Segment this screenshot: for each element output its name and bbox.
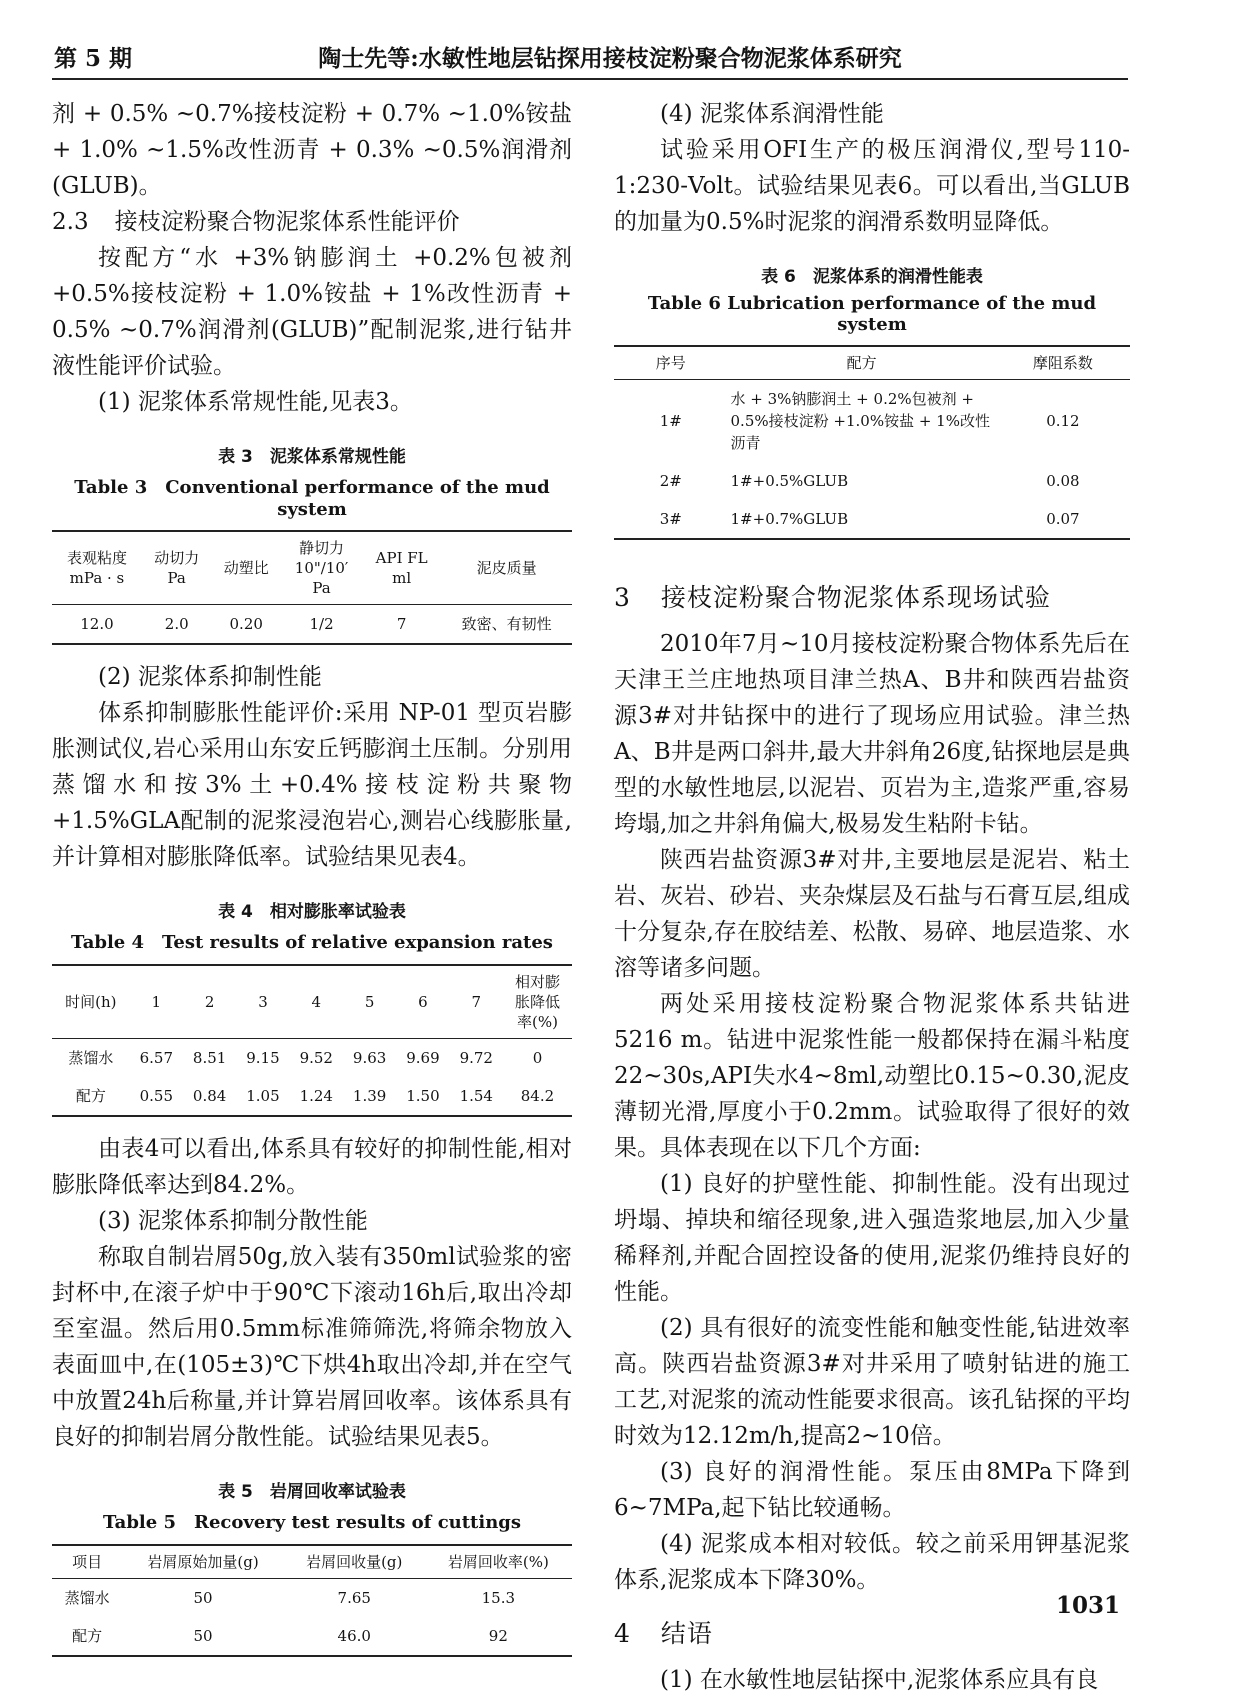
table-cell: 9.72 [459, 1049, 493, 1067]
table-cell: 配方 [72, 1627, 103, 1645]
table-cell: 92 [488, 1627, 508, 1645]
table-row [614, 500, 1130, 539]
running-title: 陶士先等:水敏性地层钻探用接枝淀粉聚合物泥浆体系研究 [318, 45, 902, 72]
table-cell: 0.08 [1046, 472, 1080, 490]
data-table [52, 1544, 572, 1657]
paragraph-dispersion: 称取自制岩屑50g,放入装有350ml试验浆的密封杯中,在滚子炉中于90℃下滚动16h后,取出冷却至室温。然后用0.5mm标准筛筛洗,将筛余物放入表面皿中,在(105±3)℃下烘4h取出冷却,并在空气中放置24h后称量,并计算岩屑回收率。该体系具有良好的抑制岩屑分散性能。试验结果见表5。 [52, 1244, 572, 1450]
table-row [52, 1617, 572, 1656]
table-cell: 2.0 [164, 615, 189, 633]
column-header: 表观粘度 mPa · s [66, 549, 127, 587]
table-cell: 致密、有韧性 [461, 615, 552, 633]
column-header: 相对膨 胀降低 率(%) [514, 973, 560, 1031]
result-item-1: (1) 良好的护壁性能、抑制性能。没有出现过坍塌、掉块和缩径现象,进入强造浆地层,加入少量稀释剂,并配合固控设备的使用,泥浆仍维持良好的性能。 [614, 1171, 1130, 1305]
table-5 [52, 1477, 572, 1657]
table-4 [52, 897, 572, 1117]
table-cell: 46.0 [337, 1627, 371, 1645]
table-cell: 1#+0.5%GLUB [730, 472, 849, 490]
column-header: 6 [418, 993, 428, 1011]
table-cell: 0 [532, 1049, 543, 1067]
paragraph-field-test-2: 陕西岩盐资源3#对井,主要地层是泥岩、粘土岩、灰岩、砂岩、夹杂煤层及石盐与石膏互层,组成十分复杂,存在胶结差、松散、易碎、地层造浆、水溶等诸多问题。 [614, 847, 1130, 981]
column-header: 4 [311, 993, 322, 1011]
result-item-3: (3) 良好的润滑性能。泵压由8MPa下降到6~7MPa,起下钻比较通畅。 [614, 1459, 1130, 1521]
table-cell: 1# [659, 412, 682, 430]
table-row [52, 1039, 572, 1078]
column-header: 静切力 10"/10′ Pa [294, 539, 349, 597]
table-cell: 6.57 [139, 1049, 173, 1067]
paragraph-continued: 剂 + 0.5% ~0.7%接枝淀粉 + 0.7% ~1.0%铵盐 + 1.0% ~1.5%改性沥青 + 0.3% ~0.5%润滑剂(GLUB)。 [52, 101, 572, 199]
table-caption-cn: 表 3 泥浆体系常规性能 [218, 447, 406, 467]
table-3 [52, 442, 572, 645]
table-cell: 0.84 [192, 1087, 227, 1105]
table-cell: 1.05 [246, 1087, 280, 1105]
column-header: 动塑比 [223, 559, 269, 577]
table-header-row [52, 531, 572, 605]
table-caption-cn: 表 5 岩屑回收率试验表 [218, 1482, 406, 1502]
table-6 [614, 262, 1130, 540]
item-1: (1) 泥浆体系常规性能,见表3。 [98, 389, 413, 415]
data-table [52, 964, 572, 1117]
column-header: 3 [258, 993, 268, 1011]
table-cell: 0.20 [229, 615, 263, 633]
table-cell: 3# [659, 510, 682, 528]
table-row [52, 1077, 572, 1116]
section-title: 结语 [660, 1619, 713, 1648]
paragraph-inhibition: 体系抑制膨胀性能评价:采用 NP-01 型页岩膨胀测试仪,岩心采用山东安丘钙膨润土压制。分别用蒸馏水和按3%土+0.4%接枝淀粉共聚物+1.5%GLA配制的泥浆浸泡岩心,测岩心线膨胀量,并计算相对膨胀降低率。试验结果见表4。 [52, 700, 572, 870]
table-cell: 9.69 [406, 1049, 440, 1067]
table-cell: 8.51 [192, 1049, 227, 1067]
table-cell: 1.39 [352, 1087, 387, 1105]
table-cell: 7 [396, 615, 407, 633]
data-table [614, 345, 1130, 540]
column-header: 2 [204, 993, 215, 1011]
table-caption-cn: 表 6 泥浆体系的润滑性能表 [761, 267, 983, 287]
section-title: 接枝淀粉聚合物泥浆体系性能评价 [114, 209, 460, 235]
column-header: 项目 [72, 1553, 103, 1571]
section-2-3-heading [52, 204, 572, 240]
table-caption-en: Table 6 Lubrication performance of the mud system [647, 293, 1097, 335]
left-column [52, 96, 572, 1657]
right-column [614, 96, 1130, 1698]
table-cell: 1#+0.7%GLUB [730, 510, 849, 528]
column-header: 岩屑回收率(%) [447, 1553, 549, 1571]
column-header: 时间(h) [65, 993, 117, 1011]
table-cell: 0.12 [1046, 412, 1080, 430]
item-2: (2) 泥浆体系抑制性能 [98, 664, 322, 690]
table-row [614, 380, 1130, 463]
table-cell: 50 [193, 1627, 213, 1645]
table-header-row [52, 965, 572, 1039]
section-3-heading [614, 580, 1130, 616]
table-cell: 2# [659, 472, 682, 490]
column-header: 摩阻系数 [1032, 354, 1093, 372]
table-caption-en: Table 4 Test results of relative expansion rates [71, 932, 553, 953]
section-number: 2.3 [52, 209, 89, 235]
table-cell: 1.24 [299, 1087, 333, 1105]
column-header: 1 [151, 993, 162, 1011]
table-cell: 84.2 [520, 1087, 555, 1105]
column-header: API FL ml [375, 549, 428, 587]
column-header: 序号 [655, 354, 686, 372]
table-cell: 9.15 [246, 1049, 280, 1067]
table-caption-en: Table 5 Recovery test results of cuttings [102, 1512, 522, 1533]
table-cell: 蒸馏水 [68, 1049, 114, 1067]
data-table [52, 530, 572, 645]
column-header: 配方 [846, 354, 877, 372]
item-3: (3) 泥浆体系抑制分散性能 [98, 1208, 368, 1234]
result-item-2: (2) 具有很好的流变性能和触变性能,钻进效率高。陕西岩盐资源3#对井采用了喷射钻进的施工工艺,对泥浆的流动性能要求很高。该孔钻探的平均时效为12.12m/h,提高2~10倍。 [614, 1315, 1130, 1449]
paragraph-table4-result: 由表4可以看出,体系具有较好的抑制性能,相对膨胀降低率达到84.2%。 [52, 1136, 572, 1198]
section-4-heading [614, 1616, 1130, 1652]
column-header: 7 [471, 993, 482, 1011]
table-header-row [52, 1545, 572, 1579]
issue-number: 第 5 期 [54, 45, 133, 72]
table-cell: 0.07 [1046, 510, 1080, 528]
paragraph-field-test-3: 两处采用接枝淀粉聚合物泥浆体系共钻进5216 m。钻进中泥浆性能一般都保持在漏斗粘度22~30s,API失水4~8ml,动塑比0.15~0.30,泥皮薄韧光滑,厚度小于0.2mm。试验取得了很好的效果。具体表现在以下几个方面: [614, 991, 1130, 1161]
table-cell: 50 [193, 1589, 213, 1607]
table-cell: 1.50 [406, 1087, 440, 1105]
column-header: 泥皮质量 [476, 559, 537, 577]
table-cell: 0.55 [139, 1087, 173, 1105]
paragraph-lubrication: 试验采用OFI生产的极压润滑仪,型号110-1:230-Volt。试验结果见表6。可以看出,当GLUB的加量为0.5%时泥浆的润滑系数明显降低。 [614, 137, 1130, 235]
section-number: 3 [614, 583, 631, 612]
section-number: 4 [614, 1619, 631, 1648]
item-4: (4) 泥浆体系润滑性能 [660, 101, 884, 127]
table-row [614, 462, 1130, 500]
table-cell: 1.54 [459, 1087, 493, 1105]
table-cell: 配方 [75, 1087, 106, 1105]
column-header: 动切力 Pa [154, 549, 200, 587]
table-cell: 水 + 3%钠膨润土 + 0.2%包被剂 + 0.5%接枝淀粉 +1.0%铵盐 + 1%改性沥青 [730, 390, 990, 452]
table-cell: 9.63 [352, 1049, 387, 1067]
table-cell: 15.3 [481, 1589, 516, 1607]
table-cell: 蒸馏水 [64, 1589, 110, 1607]
table-caption-en: Table 3 Conventional performance of the mud system [74, 477, 550, 520]
page-number: 1031 [1055, 1592, 1120, 1619]
table-row [52, 605, 572, 645]
column-header: 岩屑原始加量(g) [147, 1553, 259, 1571]
table-cell: 9.52 [299, 1049, 333, 1067]
paragraph-formula: 按配方“水 +3%钠膨润土 +0.2%包被剂 +0.5%接枝淀粉 + 1.0%铵盐 + 1%改性沥青 + 0.5% ~0.7%润滑剂(GLUB)”配制泥浆,进行钻井液性能评价试验。 [52, 245, 572, 379]
running-header [52, 34, 1128, 80]
section-title: 接枝淀粉聚合物泥浆体系现场试验 [660, 583, 1051, 612]
table-cell: 1/2 [309, 615, 334, 633]
conclusion-item-1: (1) 在水敏性地层钻探中,泥浆体系应具有良 [660, 1667, 1099, 1693]
table-caption-cn: 表 4 相对膨胀率试验表 [218, 902, 406, 922]
column-header: 岩屑回收量(g) [306, 1553, 403, 1571]
paragraph-field-test-1: 2010年7月~10月接枝淀粉聚合物体系先后在天津王兰庄地热项目津兰热A、B井和陕西岩盐资源3#对井钻探中的进行了现场应用试验。津兰热A、B井是两口斜井,最大井斜角26度,钻探地层是典型的水敏性地层,以泥岩、页岩为主,造浆严重,容易垮塌,加之井斜角偏大,极易发生粘附卡钻。 [614, 631, 1130, 837]
result-item-4: (4) 泥浆成本相对较低。较之前采用钾基泥浆体系,泥浆成本下降30%。 [614, 1531, 1130, 1593]
table-header-row [614, 346, 1130, 380]
table-cell: 7.65 [337, 1589, 371, 1607]
table-cell: 12.0 [80, 615, 114, 633]
table-row [52, 1579, 572, 1618]
column-header: 5 [364, 993, 375, 1011]
